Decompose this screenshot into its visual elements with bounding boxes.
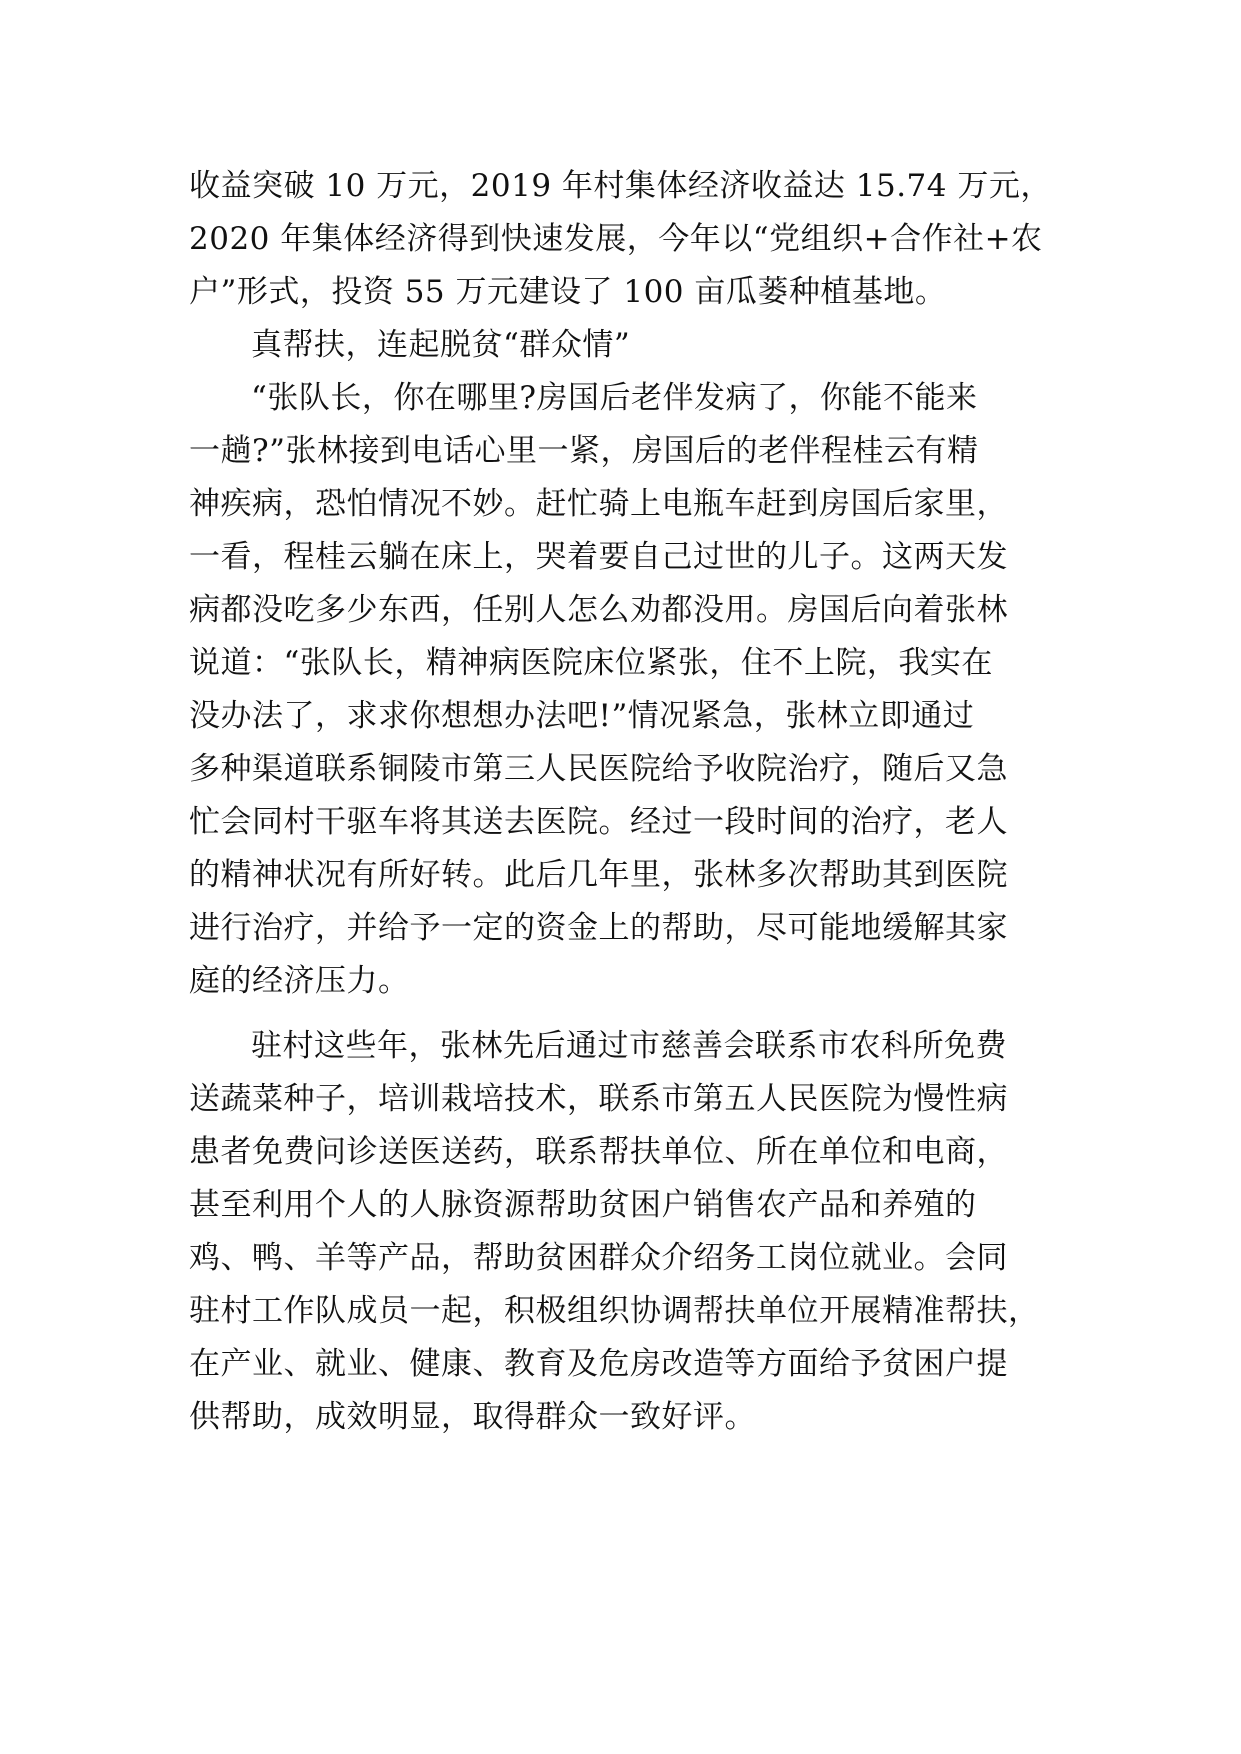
paragraph-gap: [189, 1008, 1049, 1020]
text-line: 说道：“张队长，精神病医院床位紧张，住不上院，我实在: [189, 645, 993, 681]
text-line: 鸡、鸭、羊等产品，帮助贫困群众介绍务工岗位就业。会同: [189, 1240, 1008, 1276]
text-line: 病都没吃多少东西，任别人怎么劝都没用。房国后向着张林: [189, 592, 1008, 628]
text-line: 在产业、就业、健康、教育及危房改造等方面给予贫困户提: [189, 1346, 1008, 1382]
text-line: 甚至利用个人的人脉资源帮助贫困户销售农产品和养殖的: [189, 1187, 977, 1223]
text-line: 神疾病，恐怕情况不妙。赶忙骑上电瓶车赶到房国后家里，: [189, 486, 1008, 522]
text-line: 一看，程桂云躺在床上，哭着要自己过世的儿子。这两天发: [189, 539, 1008, 575]
text-line: 患者免费问诊送医送药，联系帮扶单位、所在单位和电商，: [189, 1134, 1008, 1170]
text-line: 驻村这些年，张林先后通过市慈善会联系市农科所免费: [251, 1028, 1007, 1064]
text-line: 送蔬菜种子，培训栽培技术，联系市第五人民医院为慢性病: [189, 1081, 1008, 1117]
text-line: 户”形式，投资 55 万元建设了 100 亩瓜蒌种植基地。: [189, 274, 947, 310]
body-text: [189, 160, 1052, 1444]
text-line: 供帮助，成效明显，取得群众一致好评。: [189, 1399, 756, 1435]
text-line: 驻村工作队成员一起，积极组织协调帮扶单位开展精准帮扶，: [189, 1293, 1040, 1329]
text-line: “张队长，你在哪里?房国后老伴发病了，你能不能来: [251, 380, 978, 416]
text-line: 多种渠道联系铜陵市第三人民医院给予收院治疗，随后又急: [189, 751, 1008, 787]
text-line: 庭的经济压力。: [189, 963, 410, 999]
text-line: 2020 年集体经济得到快速发展，今年以“党组织+合作社+农: [189, 221, 1043, 257]
section-heading: 真帮扶，连起脱贫“群众情”: [251, 327, 631, 363]
text-line: 忙会同村干驱车将其送去医院。经过一段时间的治疗，老人: [189, 804, 1008, 840]
text-line: 收益突破 10 万元，2019 年村集体经济收益达 15.74 万元，: [189, 168, 1052, 204]
text-line: 一趟?”张林接到电话心里一紧，房国后的老伴程桂云有精: [189, 433, 979, 469]
text-line: 没办法了，求求你想想办法吧!”情况紧急，张林立即通过: [189, 698, 975, 734]
text-line: 进行治疗，并给予一定的资金上的帮助，尽可能地缓解其家: [189, 910, 1008, 946]
text-line: 的精神状况有所好转。此后几年里，张林多次帮助其到医院: [189, 857, 1008, 893]
